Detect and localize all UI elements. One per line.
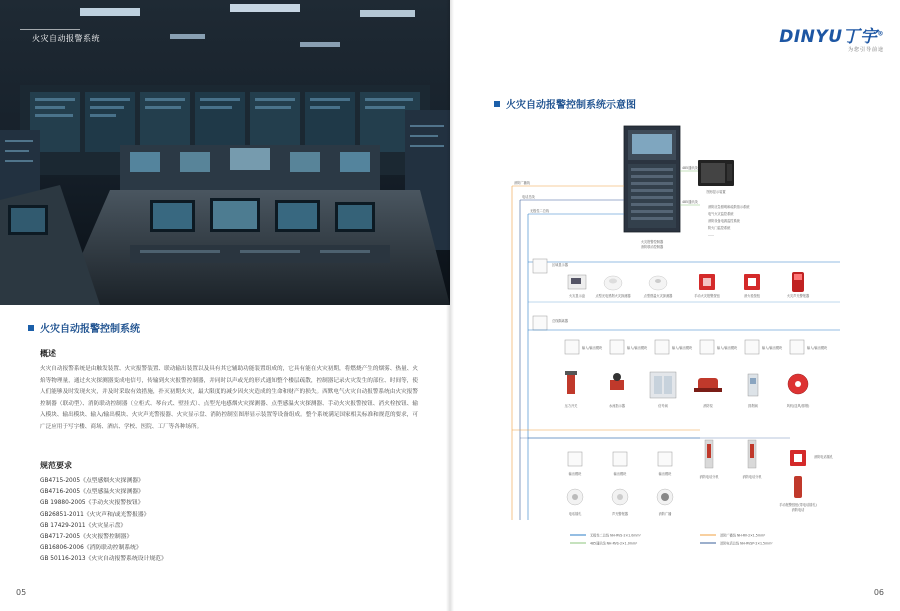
row1-item-label: 消火栓按钮 [744, 294, 760, 298]
strobe-device-icon [612, 489, 628, 505]
heat-detector-icon [649, 276, 667, 290]
phone-handset-label: 消防电话 [791, 508, 805, 512]
fan-icon [788, 374, 808, 394]
row2-item-label: 输入/输出模块 [672, 346, 693, 350]
io-module [655, 340, 669, 354]
io-module [610, 340, 624, 354]
graphic-display-monitor [698, 160, 734, 186]
phone-extension-icon [748, 440, 756, 468]
standard-item: GB4717-2005《火灾报警控制器》 [40, 533, 133, 540]
row1-item-label: 火灾声光警报器 [786, 294, 810, 298]
fire-pump-icon [694, 378, 722, 392]
row1-item-label: 点型感温火灾探测器 [643, 294, 673, 298]
right-page [450, 0, 900, 611]
output-module [613, 452, 627, 466]
monitor-caption: 图形显示装置 [706, 190, 726, 194]
alarm-strobe-icon [792, 272, 804, 292]
row4-module-label: 输出模块 [613, 472, 627, 476]
row4-item-label: 声光警报器 [612, 512, 628, 516]
io-module [700, 340, 714, 354]
standard-item: GB4715-2005《点型感烟火灾探测器》 [40, 478, 144, 484]
logo-reg: ® [877, 30, 884, 38]
legend-item: 无极性二总线 NH-RVS-2×1.0mm² [590, 533, 641, 538]
section-title [28, 320, 140, 335]
speaker-icon [657, 489, 673, 505]
linkage-item: 防火门监控系统 [708, 226, 731, 230]
io-module [790, 340, 804, 354]
legend [570, 533, 773, 546]
controller-cabinet [624, 126, 680, 232]
row1-item-label: 点型光电感烟火灾探测器 [595, 294, 631, 298]
system-diagram [450, 0, 900, 611]
row3-item-label: 压力开关 [564, 404, 578, 408]
bus485-label-a: 485通讯线 [682, 166, 698, 170]
row4-item-label: 电话插孔 [568, 512, 582, 516]
title-square-icon [28, 325, 34, 331]
hydrant-button-icon [744, 274, 760, 290]
linkage-item: 电气火灾监控系统 [708, 212, 734, 216]
phone-jack-device-icon [567, 489, 583, 505]
io-module [565, 340, 579, 354]
row3-item-label: 排烟阀 [748, 404, 758, 408]
row4-right-label: 消防电话分机 [699, 475, 719, 479]
row3-item-label: 信号阀 [658, 404, 668, 408]
row1-item-label: 火灾显示盘 [569, 294, 585, 298]
cabinet-caption-2: 消防联动控制器 [640, 245, 664, 249]
row2-item-label: 输入/输出模块 [627, 346, 648, 350]
io-module [745, 340, 759, 354]
linkage-item: ...... [708, 233, 715, 237]
row4-module-label: 输出模块 [568, 472, 582, 476]
bus-isolator-module [533, 316, 547, 330]
standards-list [40, 476, 167, 566]
phone-host-label: 手动报警按钮(带电话插孔) [779, 503, 817, 507]
signal-valve-icon [650, 372, 676, 398]
fire-display-panel [568, 275, 586, 289]
spine-shadow [446, 0, 454, 611]
standards-heading: 规范要求 [40, 461, 72, 470]
phone-extension-icon [705, 440, 713, 468]
photo-label: 火灾自动报警系统 [32, 34, 100, 43]
fire-phone-handset-icon [794, 476, 802, 498]
bus485-label-b: 485通讯线 [682, 200, 698, 204]
manual-call-point-icon [699, 274, 715, 290]
standard-item: GB 19880-2005《手动火灾报警按钮》 [40, 500, 144, 507]
smoke-damper-icon [748, 374, 758, 396]
row3-extra-label: 风机(送风/排烟) [786, 404, 810, 408]
linkage-item: 消防设备电源监控系统 [708, 219, 740, 223]
standard-item: GB26851-2011《火灾声和/或光警报器》 [40, 511, 150, 518]
manual-alarm-phone-jack-icon [790, 450, 806, 466]
smoke-detector-icon [604, 276, 622, 290]
control-room-photo [0, 0, 450, 305]
flow-indicator-icon [610, 373, 624, 390]
pressure-switch-icon [565, 371, 577, 394]
section-title-text: 火灾自动报警控制系统 [40, 324, 140, 335]
standard-item: GB 17429-2011《火灾显示盘》 [40, 522, 127, 529]
legend-item: 消防广播线 NH-RV-2×1.5mm² [720, 533, 766, 538]
linkage-item: 消防应急照明和疏散指示系统 [708, 205, 750, 209]
row2-item-label: 输入/输出模块 [807, 346, 828, 350]
standard-item: GB16806-2006《消防联动控制系统》 [40, 545, 142, 552]
standard-item: GB4716-2005《点型感温火灾探测器》 [40, 489, 144, 496]
phone-jack-label: 消防电话插孔 [814, 455, 834, 459]
diagram-title-text: 火灾自动报警控制系统示意图 [506, 100, 636, 111]
row2-item-label: 输入/输出模块 [582, 346, 603, 350]
row2-item-label: 输入/输出模块 [717, 346, 738, 350]
page-number-right: 06 [873, 588, 884, 597]
row3-item-label: 消防泵 [703, 404, 713, 408]
row2-item-label: 输入/输出模块 [762, 346, 783, 350]
phone-line-label: 电话总线 [522, 195, 535, 199]
page-number-left: 05 [16, 588, 27, 597]
broadcast-line-label: 消防广播线 [514, 181, 530, 185]
row2-module-label: 总线隔离器 [552, 319, 568, 323]
row4-item-label: 消防广播 [658, 512, 672, 516]
overview-text: 火灾自动报警系统是由触发装置、火灾报警装置、联动输出装置以及具有其它辅助功能装置组成的，它具有能在火灾初期，将燃烧产生的烟雾、热量、火焰等物理量，通过火灾探测器变成电信号，传输到火灾报警控制器，并同时以声或光的形式通知整个楼层疏散，控制器记录火灾发生的部位、时间等，使人们能够及时发现火灾，并及时采取有效措施，扑灭初期火灾，最大限度的减少因火灾造成的生命和财产的损失。西默电气火灾自动报警系统由火灾报警控制器（联动型）、消防联动控制器（立柜式、琴台式、壁挂式）、点型光电感烟火灾探测器、点型感温火灾探测器、手动火灾报警按钮、消火栓按钮、输入模块、输出模块、输入/输出模块、火灾声光警报器、火灾显示盘、消防控制室图形显示装置等设备组成。整个系统满足国家相关标准和规范的要求，可广泛应用于写字楼、商场、酒店、学校、医院、工厂等各种场所。 [40, 366, 418, 430]
overview-heading: 概述 [40, 349, 56, 358]
row4-right-label: 消防电话分机 [742, 475, 762, 479]
bus-line-label: 无极性二总线 [530, 209, 550, 213]
zone-display-module [533, 259, 547, 273]
standard-item: GB 50116-2013《火灾自动报警系统设计规范》 [40, 556, 167, 563]
logo-tagline: 为您引导前途 [847, 47, 884, 53]
legend-item: 消防电话总线 NH-RVSP-2×1.5mm² [720, 541, 773, 546]
logo-word: DINYU丁宇 [779, 27, 878, 47]
row1-item-label: 手动火灾报警按钮 [694, 294, 720, 298]
row4-module-label: 输出模块 [658, 472, 672, 476]
row1-module-label: 区域显示器 [552, 263, 568, 267]
cabinet-caption-1: 火灾报警控制器 [640, 240, 664, 244]
legend-item: 485通讯线 NH-RVS-2×1.0mm² [590, 541, 638, 546]
output-module [568, 452, 582, 466]
row3-item-label: 水流指示器 [609, 404, 625, 408]
output-module [658, 452, 672, 466]
